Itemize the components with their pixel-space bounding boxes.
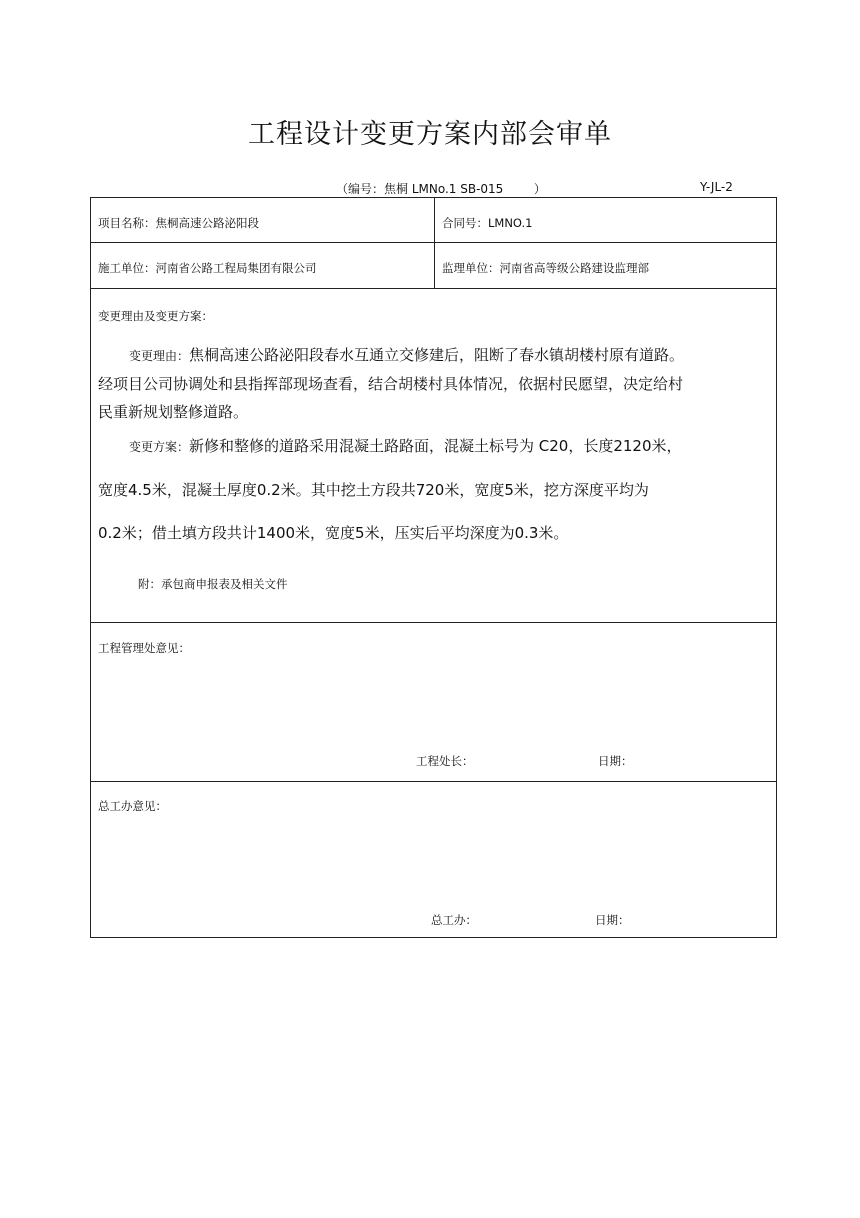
document-title: 工程设计变更方案内部会审单 [248,119,612,150]
change-plan-text: 新修和整修的道路采用混凝土路路面，混凝土标号为 C20，长度2120米， [189,437,682,455]
supervisor-unit: 监理单位：河南省高等级公路建设监理部 [442,261,649,275]
change-plan-line-3: 0.2米；借土填方段共计1400米，宽度5米，压实后平均深度为0.3米。 [98,524,569,542]
change-reason-text: 焦桐高速公路泌阳段春水互通立交修建后，阻断了春水镇胡楼村原有道路。 [189,346,685,364]
change-plan-line-2: 宽度4.5米，混凝土厚度0.2米。其中挖土方段共720米，宽度5米，挖方深度平均为 [98,481,649,499]
approval-form-table [90,197,777,938]
contract-number: 合同号：LMNO.1 [442,216,533,230]
change-plan-lead: 变更方案： [129,440,190,454]
row-divider [91,622,776,623]
chief-office-opinion-label: 总工办意见： [98,799,167,813]
project-name: 项目名称：焦桐高速公路泌阳段 [98,216,259,230]
chief-office-date-label: 日期： [595,913,630,927]
row-divider [91,781,776,782]
change-reason-line-3: 民重新规划整修道路。 [98,403,249,421]
engineering-office-opinion-label: 工程管理处意见： [98,641,190,655]
contractor-unit: 施工单位：河南省公路工程局集团有限公司 [98,261,317,275]
change-reason-line-2: 经项目公司协调处和县指挥部现场查看，结合胡楼村具体情况，依据村民愿望，决定给村 [98,375,684,393]
change-reason-lead: 变更理由： [129,349,190,363]
engineering-date-label: 日期： [598,754,633,768]
engineering-head-signature-label: 工程处长： [416,754,474,768]
column-divider [434,198,435,288]
change-plan-line-1 [129,435,682,456]
change-reason-line-1 [129,344,684,365]
change-section-label: 变更理由及变更方案： [98,309,213,323]
chief-office-signature-label: 总工办： [431,913,477,927]
row-divider [91,288,776,289]
serial-number: （编号：焦桐 LMNo.1 SB-015 ） [336,182,546,196]
attachment-note: 附：承包商申报表及相关文件 [138,577,288,591]
form-code: Y-JL-2 [700,180,733,194]
